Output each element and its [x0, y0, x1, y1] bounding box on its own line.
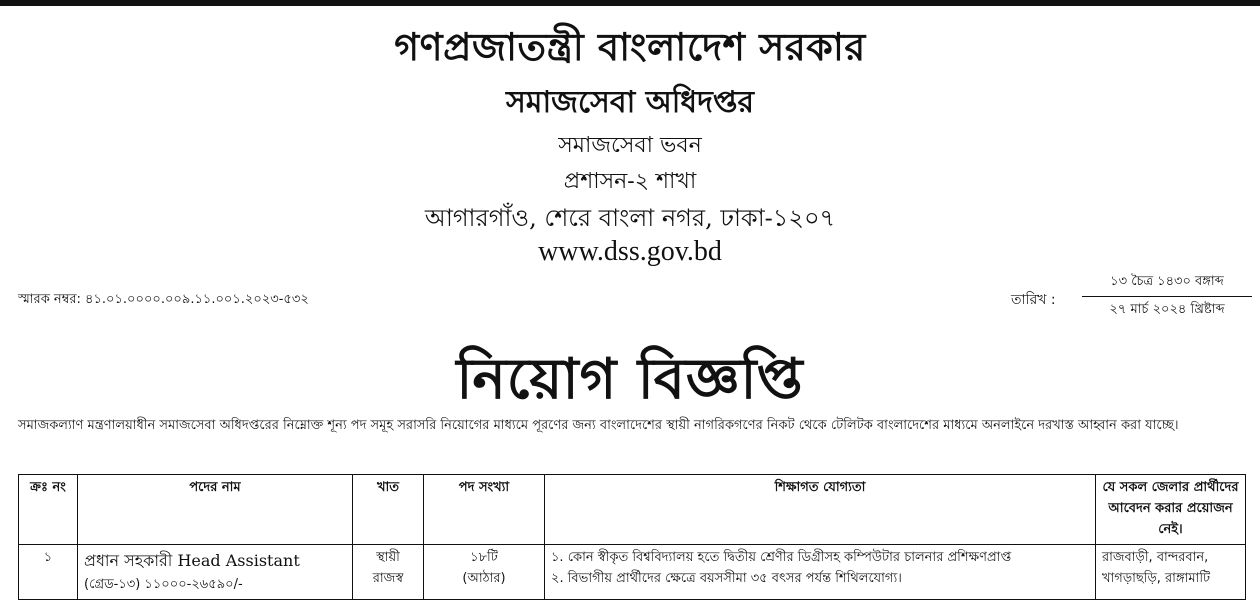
website-link[interactable]: www.dss.gov.bd	[538, 236, 722, 267]
post-grade-text: (গ্রেড-১৩) ১১০০০-২৬৫৯০/-	[84, 577, 243, 592]
cell-post-name	[78, 545, 353, 600]
header-excluded-districts: যে সকল জেলার প্রার্থীদের আবেদন করার প্রয়োজন নেই।	[1096, 475, 1246, 545]
date-label: তারিখ :	[1011, 292, 1056, 308]
cell-education	[545, 545, 1096, 600]
date-block	[1082, 272, 1252, 321]
table-row	[19, 545, 1246, 600]
header-post-name: পদের নাম	[78, 475, 353, 545]
cell-khat: স্থায়ী রাজস্ব	[353, 545, 424, 600]
post-name-text: প্রধান সহকারী Head Assistant	[84, 551, 300, 570]
districts-line-2: খাগড়াছড়ি, রাঙ্গামাটি	[1102, 571, 1211, 586]
address-line: আগারগাঁও, শেরে বাংলা নগর, ঢাকা-১২০৭	[424, 204, 836, 232]
intro-paragraph: সমাজকল্যাণ মন্ত্রণালয়াধীন সমাজসেবা অধিদপ্তরের নিম্নোক্ত শূন্য পদ সমূহ সরাসরি নিয়োগের মাধ্যমে পূরণের জন্য বাংলাদেশের স্থায়ী নাগরিকগণের নিকট থেকে টেলিটক বাংলাদেশের মাধ্যমে অনলাইনে দরখাস্ত আহ্বান করা যাচ্ছে।	[18, 418, 1179, 433]
post-count-text: ১৮টি	[470, 550, 498, 565]
building-line: সমাজসেবা ভবন	[558, 133, 702, 158]
header-post-count: পদ সংখ্যা	[424, 475, 545, 545]
header-education: শিক্ষাগত যোগ্যতা	[545, 475, 1096, 545]
districts-line-1: রাজবাড়ী, বান্দরবান,	[1102, 550, 1209, 565]
post-count-note: (আঠার)	[462, 571, 506, 586]
cell-excluded-districts	[1096, 545, 1246, 600]
education-line-1: ১. কোন স্বীকৃত বিশ্ববিদ্যালয় হতে দ্বিতীয় শ্রেণীর ডিগ্রীসহ কম্পিউটার চালনার প্রশিক্ষণপ্রাপ্ত	[551, 550, 1012, 565]
table-header-row	[19, 475, 1246, 545]
header-khat: খাত	[353, 475, 424, 545]
top-rule	[0, 0, 1260, 6]
cell-post-count	[424, 545, 545, 600]
government-heading: গণপ্রজাতন্ত্রী বাংলাদেশ সরকার	[394, 24, 866, 69]
branch-line: প্রশাসন-২ শাখা	[563, 169, 697, 194]
education-line-2: ২. বিভাগীয় প্রার্থীদের ক্ষেত্রে বয়সসীমা ৩৫ বৎসর পর্যন্ত শিথিলযোগ্য।	[551, 571, 902, 586]
notice-title: নিয়োগ বিজ্ঞপ্তি	[456, 346, 804, 412]
posts-table	[18, 474, 1246, 600]
header-serial: ক্রঃ নং	[19, 475, 78, 545]
department-heading: সমাজসেবা অধিদপ্তর	[505, 85, 755, 120]
date-bangla: ১৩ চৈত্র ১৪৩০ বঙ্গাব্দ	[1082, 272, 1252, 297]
date-english: ২৭ মার্চ ২০২৪ খ্রিষ্টাব্দ	[1109, 302, 1225, 317]
cell-serial: ১	[19, 545, 78, 600]
memo-number: স্মারক নম্বর: ৪১.০১.০০০০.০০৯.১১.০০১.২০২৩-৫৩২	[18, 292, 309, 307]
